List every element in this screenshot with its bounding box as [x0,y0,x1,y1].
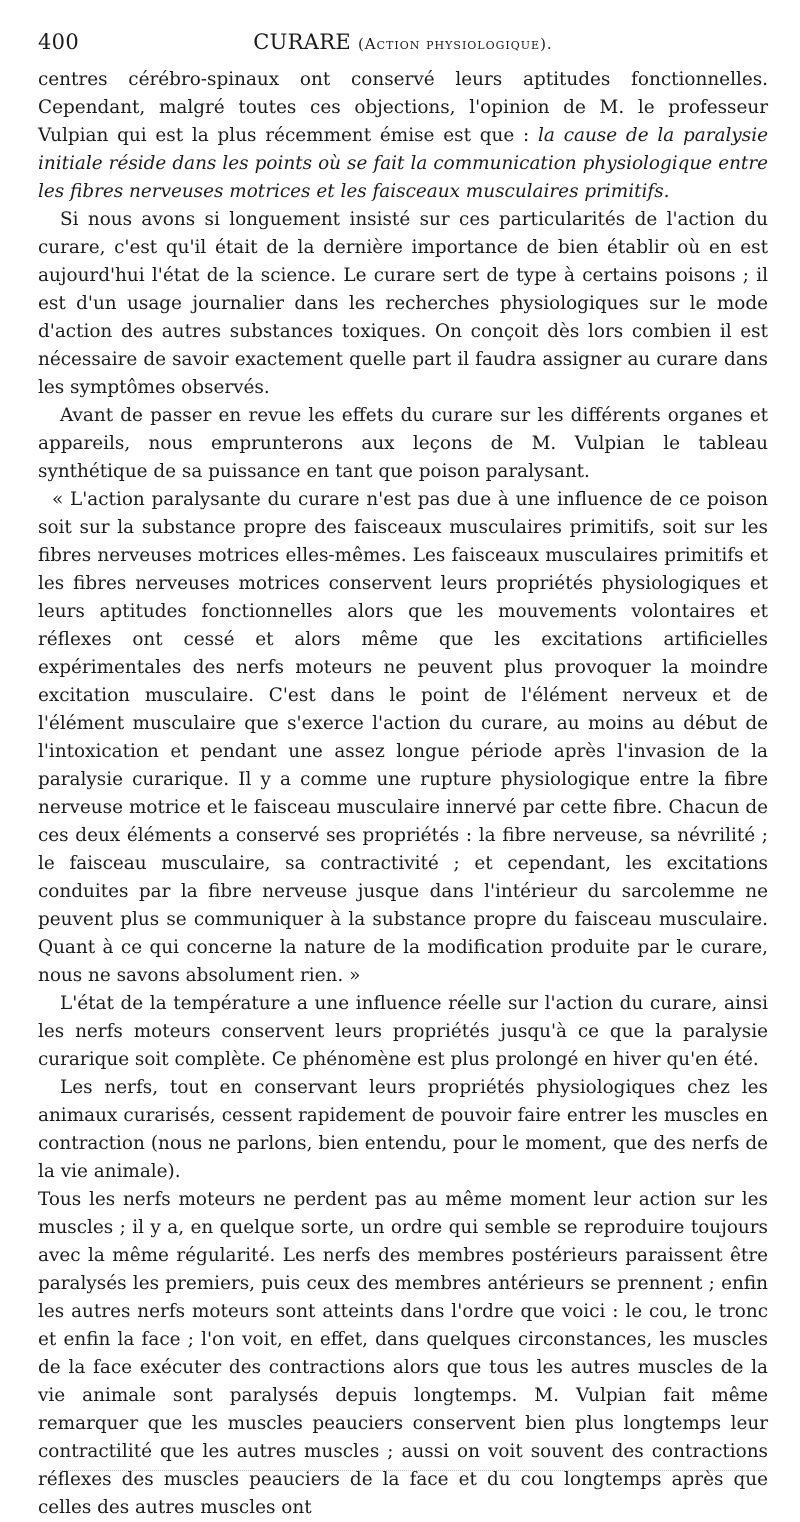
running-head [38,22,768,66]
chapter-title-sub: (Action physiologique). [357,35,553,53]
paragraph: Tous les nerfs moteurs ne perdent pas au même moment leur action sur les muscles ; il y a, en quelque sorte, un ordre qui semble se reproduire toujours avec la même régularité. Les nerfs des membres postérieurs paraissent être paralysés les premiers, puis ceux des membres antérieurs se prennent ; enfin les autres nerfs moteurs sont atteints dans l'ordre que voici : le cou, le tronc et enfin la face ; l'on voit, en effet, dans quelques circonstances, les muscles de la face exécuter des contractions alors que tous les autres muscles de la vie animale sont paralysés depuis longtemps. M. Vulpian fait même remarquer que les muscles peauciers conservent bien plus longtemps leur contractilité que les autres muscles ; aussi on voit souvent des contractions réflexes des muscles peauciers de la face et du cou longtemps après que celles des autres muscles ont [38,1189,768,1518]
block-quotation: « L'action paralysante du curare n'est pas due à une influence de ce poison soit sur la substance propre des faisceaux musculaires primitifs, soit sur les fibres nerveuses motrices elles-mêmes. Les faisceaux musculaires primitifs et les fibres nerveuses motrices conservent leurs propriétés physiologiques et leurs aptitudes fonctionnelles alors que les mouvements volontaires et réflexes ont cessé et alors même que les excitations artificielles expérimentales des nerfs moteurs ne peuvent plus provoquer la moindre excitation musculaire. C'est dans le point de l'élément nerveux et de l'élément musculaire que s'exerce l'action du curare, au moins au début de l'intoxication et pendant une assez longue période après l'invasion de la paralysie curarique. Il y a comme une rupture physiologique entre la fibre nerveuse motrice et le faisceau musculaire innervé par cette fibre. Chacun de ces deux éléments a conservé ses propriétés : la fibre nerveuse, sa névrilité ; le faisceau musculaire, sa contractivité ; et cependant, les excitations conduites par la fibre nerveuse jusque dans l'intérieur du sarcolemme ne peuvent plus se communiquer à la substance propre du faisceau musculaire. Quant à ce qui concerne la nature de la modification produite par le curare, nous ne savons absolument rien. » [38,489,768,986]
chapter-title-main: CURARE [253,30,351,54]
page-number: 400 [38,30,79,54]
paragraph: Si nous avons si longuement insisté sur ces particularités de l'action du curare, c'est qu'il était de la dernière importance de bien établir où en est aujourd'hui l'état de la science. Le curare sert de type à certains poisons ; il est d'un usage journalier dans les recherches physiologiques sur le mode d'action des autres substances toxiques. On conçoit dès lors combien il est nécessaire de savoir exactement quelle part il faudra assigner au curare dans les symptômes observés. [38,209,768,398]
chapter-title [38,30,768,54]
italic-quotation: la cause de la paralysie initiale réside dans les points où se fait la communication physiologique entre les fibres nerveuses motrices et les faisceaux musculaires primitifs. [38,125,768,202]
paragraph: Avant de passer en revue les effets du curare sur les différents organes et appareils, nous emprunterons aux leçons de M. Vulpian le tableau synthétique de sa puissance en tant que poison paralysant. [38,405,768,482]
scan-artifact-line [60,1470,765,1473]
paragraph-continued [38,66,768,206]
paragraph-text: centres cérébro-spinaux ont conservé leurs aptitudes fonctionnelles. Cependant, malgré toutes ces objections, l'opinion de M. le professeur Vulpian qui est la plus récemment émise est que : [38,69,768,146]
paragraph: Les nerfs, tout en conservant leurs propriétés physiologiques chez les animaux curarisés, cessent rapidement de pouvoir faire entrer les muscles en contraction (nous ne parlons, bien entendu, pour le moment, que des nerfs de la vie animale). [38,1077,768,1182]
body-text [38,66,768,1522]
paragraph: L'état de la température a une influence réelle sur l'action du curare, ainsi les nerfs moteurs conservent leurs propriétés jusqu'à ce que la paralysie curarique soit complète. Ce phénomène est plus prolongé en hiver qu'en été. [38,993,768,1070]
book-page [38,22,768,1522]
